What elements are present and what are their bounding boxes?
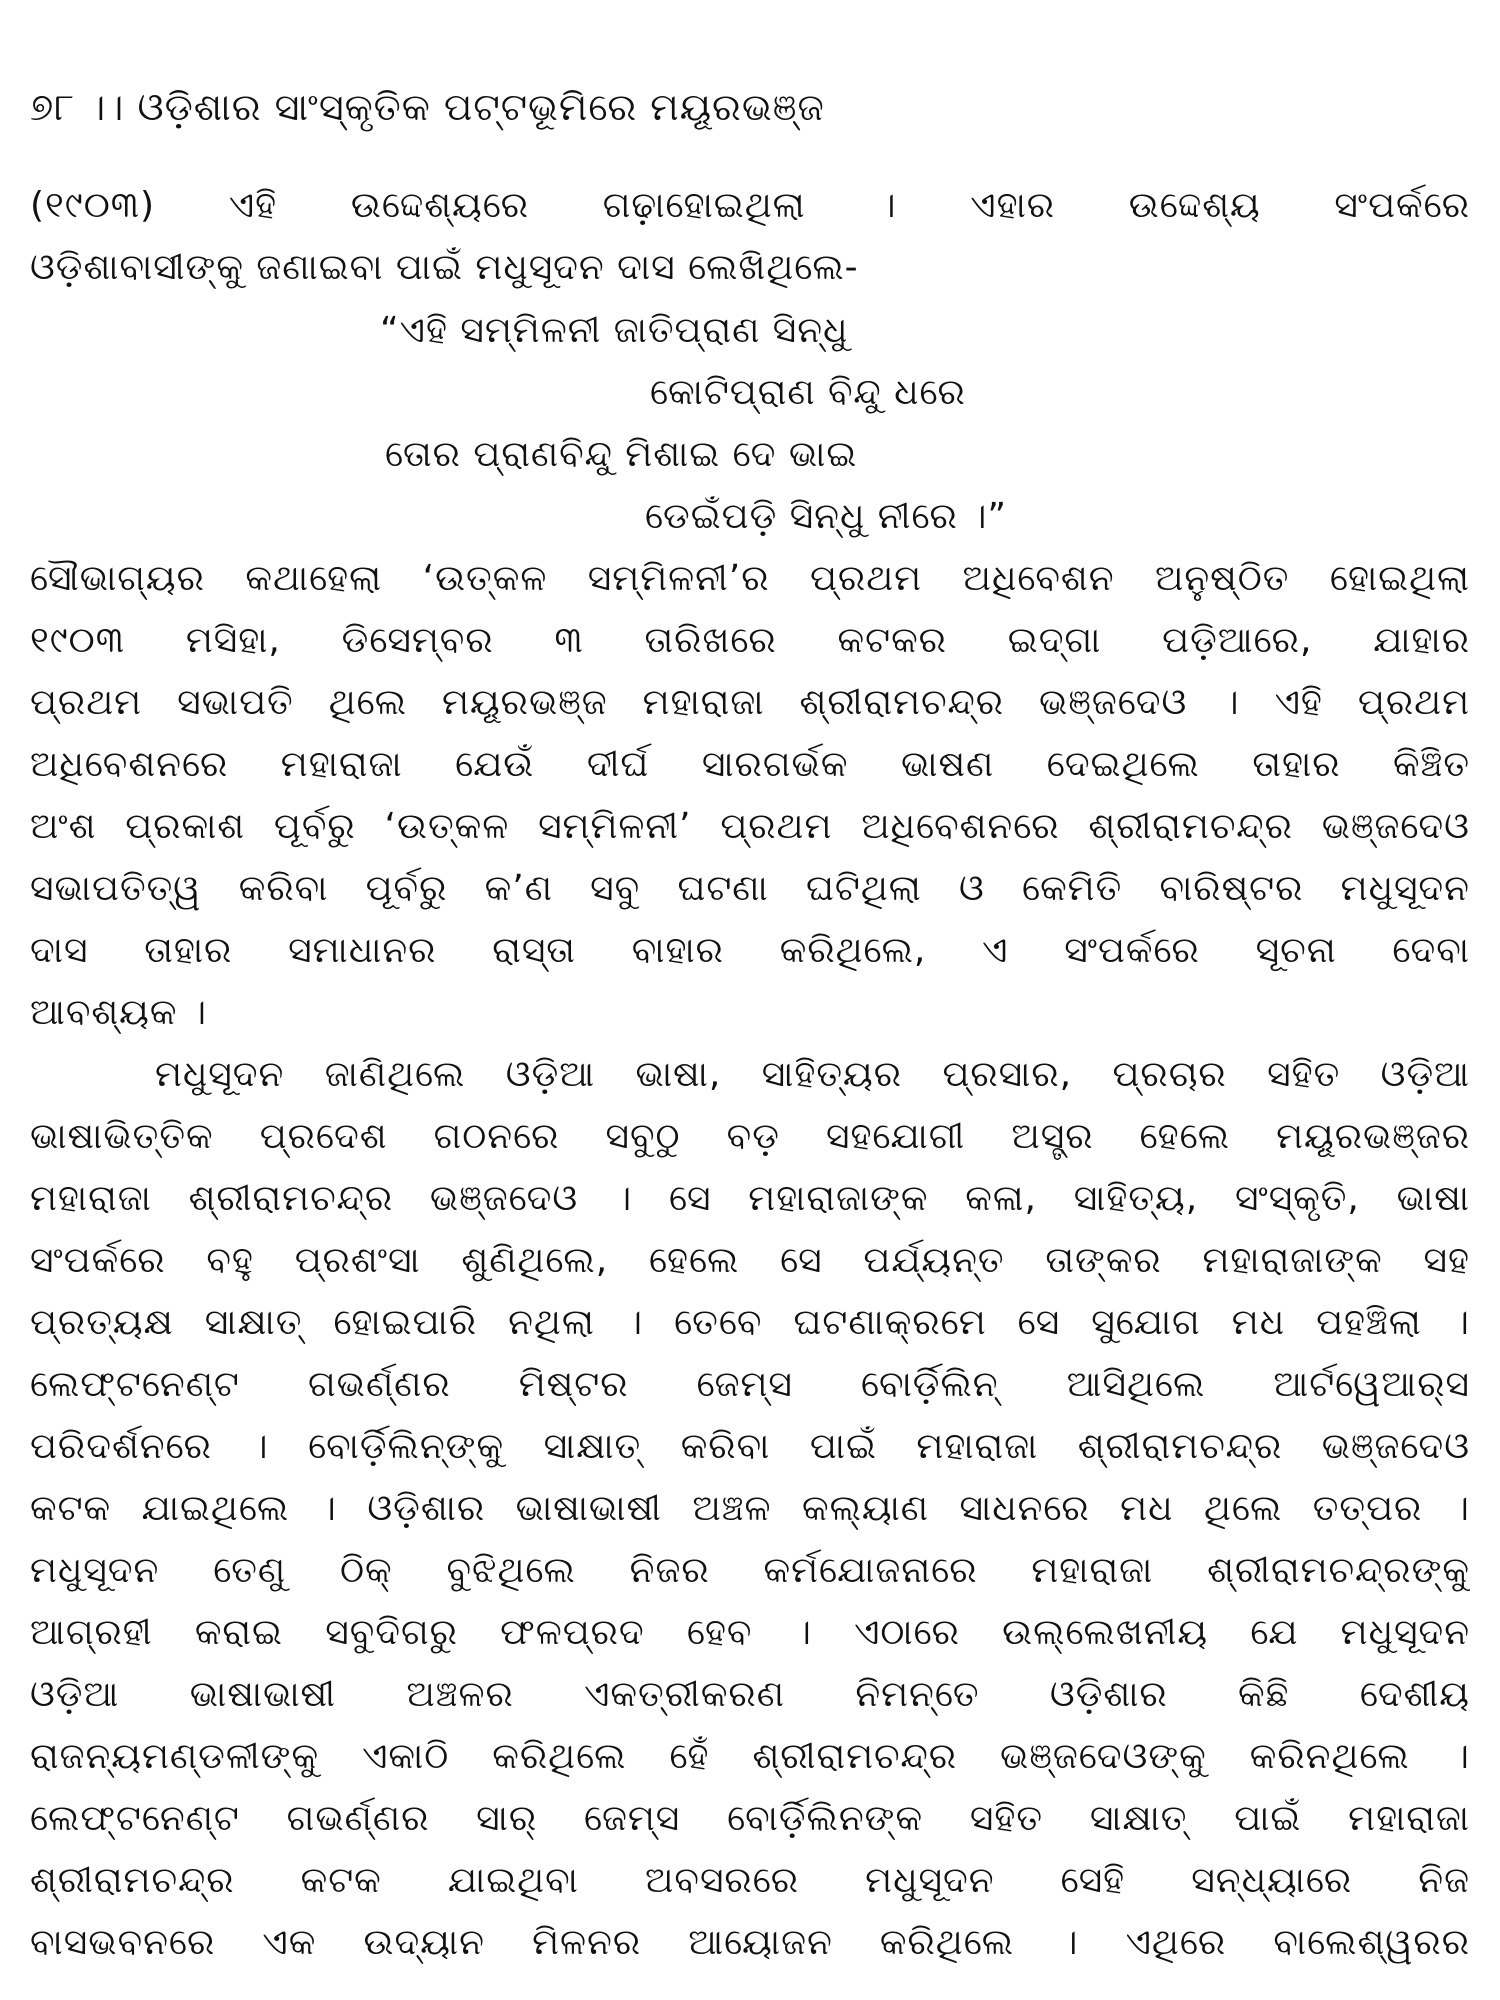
verse-line: କୋଟିପ୍ରାଣ ବିନ୍ଦୁ ଧରେ xyxy=(650,372,966,413)
text-line: ଲେଫ୍‌ଟନେଣ୍ଟ ଗଭର୍ଣ୍ଣର ମିଷ୍ଟର ଜେମ୍‌ସ ବୋର୍ଡ଼ିଲିନ୍ ଆସିଥିଲେ ଆର୍ଟୱେଆର୍‌ସ xyxy=(30,1364,1470,1405)
text-line: ଆବଶ୍ୟକ । xyxy=(30,992,208,1033)
text-line: ଦାସ ତାହାର ସମାଧାନର ରାସ୍ତା ବାହାର କରିଥିଲେ, ଏ ସଂପର୍କରେ ସୂଚନା ଦେବା xyxy=(30,930,1470,971)
text-line: ମଧୁସୂଦନ ତେଣୁ ଠିକ୍ ବୁଝିଥିଲେ ନିଜର କର୍ମଯୋଜନାରେ ମହାରାଜା ଶ୍ରୀରାମଚନ୍ଦ୍ରଙ୍କୁ xyxy=(30,1550,1470,1591)
text-line: ଅଂଶ ପ୍ରକାଶ ପୂର୍ବରୁ ‘ଉତ୍କଳ ସମ୍ମିଳନୀ’ ପ୍ରଥମ ଅଧିବେଶନରେ ଶ୍ରୀରାମଚନ୍ଦ୍ର ଭଞ୍ଜଦେଓ xyxy=(30,806,1470,847)
text-line: ପ୍ରତ୍ୟକ୍ଷ ସାକ୍ଷାତ୍ ହୋଇପାରି ନଥିଲା । ତେବେ ଘଟଣାକ୍ରମେ ସେ ସୁଯୋଗ ମଧ ପହଞ୍ଚିଲା । xyxy=(30,1302,1470,1343)
text-line: ଓଡ଼ିଶାବାସୀଙ୍କୁ ଜଣାଇବା ପାଇଁ ମଧୁସୂଦନ ଦାସ ଲେଖିଥିଲେ- xyxy=(30,247,859,288)
text-line: କଟକ ଯାଇଥିଲେ । ଓଡ଼ିଶାର ଭାଷାଭାଷୀ ଅଞ୍ଚଳ କଲ୍ୟାଣ ସାଧନରେ ମଧ ଥିଲେ ତତ୍ପର । xyxy=(30,1488,1470,1529)
text-line: ୧୯୦୩ ମସିହା, ଡିସେମ୍ବର ୩ ତାରିଖରେ କଟକର ଇଦ୍‌ଗା ପଡ଼ିଆରେ, ଯାହାର xyxy=(30,620,1470,661)
verse-line: ତୋର ପ୍ରାଣବିନ୍ଦୁ ମିଶାଇ ଦେ ଭାଇ xyxy=(385,434,858,475)
text-line: ଶ୍ରୀରାମଚନ୍ଦ୍ର କଟକ ଯାଇଥିବା ଅବସରରେ ମଧୁସୂଦନ ସେହି ସନ୍ଧ୍ୟାରେ ନିଜ xyxy=(30,1860,1470,1901)
verse-line: “ଏହି ସମ୍ମିଳନୀ ଜାତିପ୍ରାଣ ସିନ୍ଧୁ xyxy=(380,310,849,351)
text-line: ଆଗ୍ରହୀ କରାଇ ସବୁଦିଗରୁ ଫଳପ୍ରଦ ହେବ । ଏଠାରେ ଉଲ୍ଲେଖନୀୟ ଯେ ମଧୁସୂଦନ xyxy=(30,1612,1470,1653)
text-line: ସଭାପତିତ୍ୱ କରିବା ପୂର୍ବରୁ କ’ଣ ସବୁ ଘଟଣା ଘଟିଥିଲା ଓ କେମିତି ବାରିଷ୍ଟର ମଧୁସୂଦନ xyxy=(30,868,1470,909)
text-line: (୧୯୦୩) ଏହି ଉଦ୍ଦେଶ୍ୟରେ ଗଢ଼ାହୋଇଥିଲା । ଏହାର ଉଦ୍ଦେଶ୍ୟ ସଂପର୍କରେ xyxy=(30,185,1470,226)
text-line: ବାସଭବନରେ ଏକ ଉଦ୍ୟାନ ମିଳନର ଆୟୋଜନ କରିଥିଲେ । ଏଥିରେ ବାଲେଶ୍ୱରର xyxy=(30,1922,1470,1963)
text-line: ପରିଦର୍ଶନରେ । ବୋର୍ଡ଼ିଲିନ୍‌ଙ୍କୁ ସାକ୍ଷାତ୍ କରିବା ପାଇଁ ମହାରାଜା ଶ୍ରୀରାମଚନ୍ଦ୍ର ଭଞ୍ଜଦେଓ xyxy=(30,1426,1470,1467)
text-line: ମହାରାଜା ଶ୍ରୀରାମଚନ୍ଦ୍ର ଭଞ୍ଜଦେଓ । ସେ ମହାରାଜାଙ୍କ କଳା, ସାହିତ୍ୟ, ସଂସ୍କୃତି, ଭାଷା xyxy=(30,1178,1470,1219)
verse-line: ଡେଇଁପଡ଼ି ସିନ୍ଧୁ ନୀରେ ।” xyxy=(645,496,1008,537)
text-line: ଅଧିବେଶନରେ ମହାରାଜା ଯେଉଁ ଦୀର୍ଘ ସାରଗର୍ଭକ ଭାଷଣ ଦେଇଥିଲେ ତାହାର କିଞ୍ଚିତ xyxy=(30,744,1470,785)
text-line: ସୌଭାଗ୍ୟର କଥାହେଲା ‘ଉତ୍କଳ ସମ୍ମିଳନୀ’ର ପ୍ରଥମ ଅଧିବେଶନ ଅନୁଷ୍ଠିତ ହୋଇଥିଲା xyxy=(30,558,1470,599)
text-line: ସଂପର୍କରେ ବହୁ ପ୍ରଶଂସା ଶୁଣିଥିଲେ, ହେଲେ ସେ ପର୍ଯ୍ୟନ୍ତ ତାଙ୍କର ମହାରାଜାଙ୍କ ସହ xyxy=(30,1240,1470,1281)
text-line: ଓଡ଼ିଆ ଭାଷାଭାଷୀ ଅଞ୍ଚଳର ଏକତ୍ରୀକରଣ ନିମନ୍ତେ ଓଡ଼ିଶାର କିଛି ଦେଶୀୟ xyxy=(30,1674,1470,1715)
text-line: ଲେଫ୍‌ଟନେଣ୍ଟ ଗଭର୍ଣ୍ଣର ସାର୍ ଜେମ୍‌ସ ବୋର୍ଡ଼ିଲିନଙ୍କ ସହିତ ସାକ୍ଷାତ୍ ପାଇଁ ମହାରାଜା xyxy=(30,1798,1470,1839)
text-line: ଭାଷାଭିତ୍ତିକ ପ୍ରଦେଶ ଗଠନରେ ସବୁଠୁ ବଡ଼ ସହଯୋଗୀ ଅସ୍ତ୍ର ହେଲେ ମୟୂରଭଞ୍ଜର xyxy=(30,1116,1470,1157)
running-header: ୭୮ ।। ଓଡ଼ିଶାର ସାଂସ୍କୃତିକ ପଟ୍ଟଭୂମିରେ ମୟୂରଭଞ୍ଜ xyxy=(30,85,825,129)
text-line: ରାଜନ୍ୟମଣ୍ଡଳୀଙ୍କୁ ଏକାଠି କରିଥିଲେ ହେଁ ଶ୍ରୀରାମଚନ୍ଦ୍ର ଭଞ୍ଜଦେଓଙ୍କୁ କରିନଥିଲେ । xyxy=(30,1736,1470,1777)
text-line: ମଧୁସୂଦନ ଜାଣିଥିଲେ ଓଡ଼ିଆ ଭାଷା, ସାହିତ୍ୟର ପ୍ରସାର, ପ୍ରଚାର ସହିତ ଓଡ଼ିଆ xyxy=(155,1054,1470,1095)
text-line: ପ୍ରଥମ ସଭାପତି ଥିଲେ ମୟୂରଭଞ୍ଜ ମହାରାଜା ଶ୍ରୀରାମଚନ୍ଦ୍ର ଭଞ୍ଜଦେଓ । ଏହି ପ୍ରଥମ xyxy=(30,682,1470,723)
